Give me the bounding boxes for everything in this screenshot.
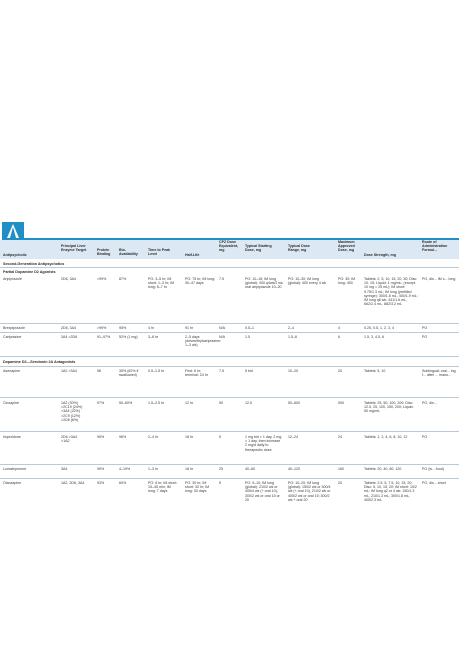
cell-max: 20 <box>338 481 342 485</box>
cell-cpz: N/A <box>219 335 225 339</box>
cell-cpz: 7.5 <box>219 277 224 281</box>
cell-peak: PO: 3–5 hr; IM short: 1–3 hr; IM long: 5–7 hr <box>148 277 175 290</box>
cell-start: 5 bid <box>245 369 253 373</box>
cell-peak: 4 hr <box>148 326 155 330</box>
cell-peak: 1–3 hr <box>148 467 159 471</box>
cell-peak: PO: 6 hr; IM short: 15–45 min; IM long: 7 days <box>148 481 178 494</box>
cell-peak: 3–6 hr <box>148 335 159 339</box>
cell-route: Sublingual; oral... ing f... after ... manu... <box>422 369 456 378</box>
cell-bioavailability: 35% (62% if swallowed) <box>119 369 139 378</box>
cell-max: 160 <box>338 467 344 471</box>
row-divider <box>0 356 459 357</box>
cell-bioavailability: 60% <box>119 481 127 485</box>
publisher-logo-icon <box>2 222 24 240</box>
cell-binding: 95% <box>97 435 105 439</box>
cell-bioavailability: 52% (1 mg) <box>119 335 138 339</box>
row-divider <box>0 431 459 432</box>
cell-cpz: 5 <box>219 435 221 439</box>
cell-start: PO: 10–15; IM long (global): 400 q4wk/2 wk oral aripiprazole 10–20 <box>245 277 283 290</box>
cell-max: 900 <box>338 401 344 405</box>
cell-half-life: 91 hr <box>185 326 194 330</box>
row-divider <box>0 366 459 367</box>
row-divider <box>0 464 459 465</box>
cell-enzyme: 3A4 >2D6 <box>61 335 78 339</box>
row-divider <box>0 267 459 268</box>
col-header-protein-binding: Protein Binding <box>97 248 111 257</box>
cell-enzyme: 2D6, 3A4 <box>61 277 76 281</box>
cell-peak: 1.5–2.5 hr <box>148 401 165 405</box>
cell-start: 12.5 <box>245 401 252 405</box>
cell-strength: Tablets: 2.5, 5, 7.5, 10, 15, 20; Disc: 5, 10, 15, 20; IM short: 10/2 mL; IM long q2 or 4 wk: 150/1.3 mL, 210/1.3 mL, 300/1.8 mL, 405/2.3 mL <box>364 481 417 502</box>
cell-peak: 0.5–1.5 hr <box>148 369 165 373</box>
cell-max: PO: 30; IM long: 400 <box>338 277 356 286</box>
cell-bioavailability: 96% <box>119 435 127 439</box>
cell-route: PO, dis... <box>422 401 437 405</box>
cell-name: Clozapine <box>3 401 19 405</box>
cell-half-life: 2–5 days (desmethylcariprazine: 1–3 wk) <box>185 335 222 348</box>
cell-range: 1.5–6 <box>288 335 297 339</box>
cell-route: PO <box>422 326 428 330</box>
cell-cpz: 25 <box>219 467 223 471</box>
cell-range: 40–120 <box>288 467 300 471</box>
cell-strength: 1.5, 3, 4.5, 6 <box>364 335 384 339</box>
cell-strength: Tablets: 20, 40, 80, 120 <box>364 467 402 471</box>
cell-enzyme: 2D6 >3A4 >1A2 <box>61 435 78 444</box>
section-second-gen: Second-Generation Antipsychotics <box>3 262 65 266</box>
cell-start: 40–60 <box>245 467 255 471</box>
cell-name: Asenapine <box>3 369 20 373</box>
cell-max: 24 <box>338 435 342 439</box>
cell-bioavailability: 95% <box>119 326 127 330</box>
cell-range: 2–4 <box>288 326 294 330</box>
col-header-dose-strength: Dose Strength, mg <box>364 253 396 257</box>
cell-enzyme: 1A2, 2D6, 3A4 <box>61 481 85 485</box>
col-header-liver-enzyme: Principal Liver Enzyme Target <box>61 244 87 253</box>
cell-bioavailability: 50–60% <box>119 401 133 405</box>
cell-bioavailability: 4–19% <box>119 467 131 471</box>
col-header-half-life: Half-Life <box>185 253 200 257</box>
cell-name: Cariprazine <box>3 335 22 339</box>
cell-binding: 93% <box>97 481 105 485</box>
cell-strength: Tablets: 2, 5, 10, 15, 20, 30; Disc: 10, 15; Liquid: 1 mg/mL; (except 10 mg = 25 mL); IM short: 9.75/1.3 mL; IM long (prefilled syringe): 300/1.5 mL, 400/1.9 mL; IM long q6 wk: 441/1.6 mL, 662/2.4 mL, 882/3.2 mL <box>364 277 418 307</box>
cell-range: 50–600 <box>288 401 300 405</box>
cell-binding: 91–97% <box>97 335 111 339</box>
cell-max: 4 <box>338 326 340 330</box>
cell-route: PO (w... food) <box>422 467 444 471</box>
cell-binding: 98 <box>97 369 101 373</box>
cell-start: 1.5 <box>245 335 250 339</box>
cell-start: 0.5–1 <box>245 326 254 330</box>
cell-route: PO, dis... short <box>422 481 446 485</box>
row-divider <box>0 397 459 398</box>
cell-binding: 97% <box>97 401 105 405</box>
section-d2-5ht2a: Dopamine D2—Serotonin 2A Antagonists <box>3 360 76 364</box>
cell-enzyme: 1A2 (30%) >2C19 (24%) >3A4 (22%) >2C9 (12%) >2D6 (6%) <box>61 401 83 422</box>
col-header-dose-range: Typical Dose Range, mg <box>288 244 310 253</box>
cell-start: 1 mg bid × 1 day, 2 mg × 1 day, then increase 2 mg/d daily to therapeutic dose <box>245 435 282 452</box>
cell-enzyme: 3A4 <box>61 467 68 471</box>
cell-cpz: 7.5 <box>219 369 224 373</box>
cell-name: Olanzapine <box>3 481 22 485</box>
cell-max: 20 <box>338 369 342 373</box>
cell-range: 10–20 <box>288 369 298 373</box>
cell-enzyme: 2D6, 3A4 <box>61 326 76 330</box>
cell-enzyme: 1A2 >3A4 <box>61 369 77 373</box>
cell-route: PO <box>422 335 428 339</box>
cell-half-life: 12 hr <box>185 401 194 405</box>
cell-cpz: N/A <box>219 326 225 330</box>
col-header-antipsychotic: Antipsychotic <box>3 253 27 257</box>
cell-peak: 2–4 hr <box>148 435 159 439</box>
cell-half-life: 18 hr <box>185 435 194 439</box>
cell-name: Aripiprazole <box>3 277 22 281</box>
cell-route: PO <box>422 435 428 439</box>
cell-half-life: First: 6 hr; terminal: 24 hr <box>185 369 208 378</box>
col-header-cpz-dose: CPZ Dose Equivalent, mg <box>219 240 239 253</box>
cell-strength: Tablets: 5, 10 <box>364 369 386 373</box>
cell-name: Brexpiprazole <box>3 326 25 330</box>
row-divider <box>0 323 459 324</box>
cell-range: PO: 10–20; IM long (global): 150/2 wk or 300/4 wk (+ oral 10), 210/2 wk or 405/2 wk or oral 15; 300/2 wk + oral 20 <box>288 481 331 502</box>
cell-route: PO, dis... IM s... long <box>422 277 456 281</box>
col-header-time-to-peak: Time to Peak Level <box>148 248 171 257</box>
row-divider <box>0 332 459 333</box>
cell-half-life: 18 hr <box>185 467 194 471</box>
cell-name: Iloperidone <box>3 435 21 439</box>
col-header-starting-dose: Typical Starting Dose, mg <box>245 244 272 253</box>
cell-binding: >99% <box>97 277 107 281</box>
section-partial-d2: Partial Dopamine D2 Agonists <box>3 270 56 274</box>
cell-strength: Tablets: 1, 2, 4, 6, 8, 10, 12 <box>364 435 408 439</box>
cell-strength: Tablets: 25, 50, 100, 200; Disc: 12.5, 25, 100, 150, 200; Liquid: 50 mg/mL <box>364 401 414 414</box>
cell-name: Lumateperone <box>3 467 27 471</box>
cell-binding: >99% <box>97 326 107 330</box>
cell-cpz: 5 <box>219 481 221 485</box>
cell-strength: 0.25, 0.5, 1, 2, 3, 4 <box>364 326 394 330</box>
cell-range: PO: 10–30; IM long (global): 400 every 4 wk <box>288 277 327 286</box>
cell-half-life: PO: 75 hr; IM long: 30–47 days <box>185 277 216 286</box>
cell-cpz: 50 <box>219 401 223 405</box>
cell-start: PO: 5–10; IM long (global): 210/2 wk or 405/4 wk (+ oral 10); 300/2 wk or oral 15 or 20 <box>245 481 280 502</box>
cell-max: 6 <box>338 335 340 339</box>
col-header-route: Route of Administration Formul... <box>422 240 448 253</box>
cell-half-life: PO: 30 hr; IM short: 30 hr; IM long: 30 days <box>185 481 210 494</box>
row-divider <box>0 478 459 479</box>
col-header-bioavailability: Bio-Availability <box>119 248 138 257</box>
col-header-max-dose: Maximum Approved Dose, mg <box>338 240 355 253</box>
cell-range: 12–24 <box>288 435 298 439</box>
cell-bioavailability: 87% <box>119 277 127 281</box>
cell-binding: 99% <box>97 467 105 471</box>
